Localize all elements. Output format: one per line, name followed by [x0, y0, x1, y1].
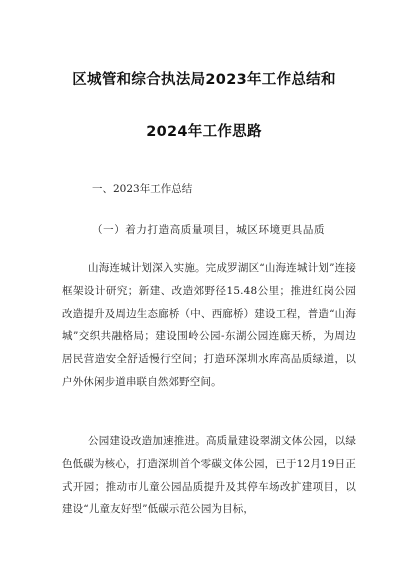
document-title-line1: 区城管和综合执法局2023年工作总结和 — [72, 72, 336, 88]
body-paragraph: 公园建设改造加速推进。高质量建设翠湖文体公园，以绿色低碳为核心，打造深圳首个零碳文体公园，已于12月19日正式开园；推动市儿童公园品质提升及其停车场改扩建项目，以建设“儿童友好型”低碳示范公园为目标， — [62, 435, 356, 516]
subsection-heading: （一）着力打造高质量项目，城区环境更具品质 — [92, 224, 326, 236]
section-heading: 一、2023年工作总结 — [92, 183, 193, 195]
body-paragraph: 山海连城计划深入实施。完成罗湖区“山海连城计划”连接框架设计研究；新建、改造郊野径15.48公里；推进红岗公园改造提升及周边生态廊桥（中、西廊桥）建设工程，普造“山海城”交织共融格局；建设围岭公园-东湖公园连廊天桥，为周边居民营造安全舒适慢行空间；打造环深圳水库高品质绿道，以户外休闲步道串联自然郊野空间。 — [62, 262, 356, 388]
document-title-line2: 2024年工作思路 — [146, 124, 262, 140]
